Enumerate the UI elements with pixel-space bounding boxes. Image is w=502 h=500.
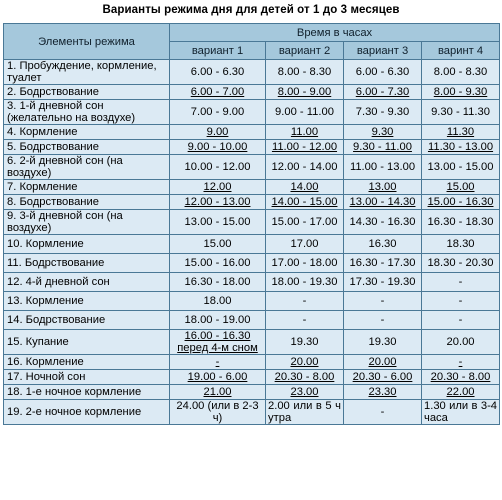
row-cell: 20.30 - 8.00 xyxy=(422,370,500,385)
row-cell: 14.30 - 16.30 xyxy=(344,210,422,235)
row-cell: 12.00 - 14.00 xyxy=(266,155,344,180)
row-element: 10. Кормление xyxy=(4,235,170,254)
row-cell: 19.00 - 6.00 xyxy=(170,370,266,385)
row-cell: 6.00 - 6.30 xyxy=(344,60,422,85)
row-cell: 23.00 xyxy=(266,385,344,400)
table-row xyxy=(4,140,500,155)
row-cell: 9.30 - 11.00 xyxy=(344,140,422,155)
row-cell: 13.00 xyxy=(344,180,422,195)
row-cell: 17.00 xyxy=(266,235,344,254)
row-element: 15. Купание xyxy=(4,330,170,355)
row-cell: 20.30 - 6.00 xyxy=(344,370,422,385)
row-cell: 13.00 - 15.00 xyxy=(170,210,266,235)
table-row xyxy=(4,273,500,292)
row-cell: - xyxy=(422,292,500,311)
row-cell: 7.30 - 9.30 xyxy=(344,100,422,125)
row-element: 4. Кормление xyxy=(4,125,170,140)
header-variant-3: вариант 3 xyxy=(344,42,422,60)
table-row xyxy=(4,195,500,210)
row-cell: 12.00 - 13.00 xyxy=(170,195,266,210)
row-element: 5. Бодрствование xyxy=(4,140,170,155)
page-title: Варианты режима дня для детей от 1 до 3 месяцев xyxy=(102,4,400,16)
row-cell: 7.00 - 9.00 xyxy=(170,100,266,125)
row-cell: 20.00 xyxy=(344,355,422,370)
row-cell: - xyxy=(170,355,266,370)
row-cell: 19.30 xyxy=(266,330,344,355)
row-cell: - xyxy=(422,273,500,292)
row-cell: 18.00 - 19.30 xyxy=(266,273,344,292)
table-row xyxy=(4,292,500,311)
row-cell: 9.00 - 11.00 xyxy=(266,100,344,125)
row-cell: - xyxy=(422,355,500,370)
row-element: 2. Бодрствование xyxy=(4,85,170,100)
row-element: 1. Пробуждение, кормление, туалет xyxy=(4,60,170,85)
row-cell: 8.00 - 9.30 xyxy=(422,85,500,100)
table-row xyxy=(4,155,500,180)
row-cell: 1.30 или в 3-4 часа xyxy=(422,400,500,425)
table-row xyxy=(4,235,500,254)
row-cell: - xyxy=(266,292,344,311)
row-cell: 15.00 - 16.30 xyxy=(422,195,500,210)
row-cell: 16.00 - 16.30 перед 4-м сном xyxy=(170,330,266,355)
table-row xyxy=(4,311,500,330)
row-element: 9. 3-й дневной сон (на воздухе) xyxy=(4,210,170,235)
row-cell: 16.30 - 18.30 xyxy=(422,210,500,235)
row-cell: 9.30 - 11.30 xyxy=(422,100,500,125)
row-cell: 11.30 - 13.00 xyxy=(422,140,500,155)
row-cell: 6.00 - 6.30 xyxy=(170,60,266,85)
row-cell: 11.00 - 13.00 xyxy=(344,155,422,180)
row-element: 17. Ночной сон xyxy=(4,370,170,385)
row-cell: 6.00 - 7.00 xyxy=(170,85,266,100)
row-cell: 15.00 xyxy=(422,180,500,195)
row-cell: 15.00 - 17.00 xyxy=(266,210,344,235)
row-cell: 14.00 xyxy=(266,180,344,195)
row-cell: 20.00 xyxy=(266,355,344,370)
row-cell: 20.00 xyxy=(422,330,500,355)
row-element: 13. Кормление xyxy=(4,292,170,311)
row-element: 12. 4-й дневной сон xyxy=(4,273,170,292)
table-row xyxy=(4,125,500,140)
row-cell: 8.00 - 8.30 xyxy=(266,60,344,85)
table-row xyxy=(4,100,500,125)
header-variant-4: варинт 4 xyxy=(422,42,500,60)
table-row xyxy=(4,60,500,85)
header-variant-2: вариант 2 xyxy=(266,42,344,60)
row-element: 7. Кормление xyxy=(4,180,170,195)
table-row xyxy=(4,330,500,355)
row-cell: 20.30 - 8.00 xyxy=(266,370,344,385)
row-cell: 21.00 xyxy=(170,385,266,400)
header-elements: Элементы режима xyxy=(4,24,170,60)
table-row xyxy=(4,355,500,370)
row-cell: 8.00 - 8.30 xyxy=(422,60,500,85)
row-element: 6. 2-й дневной сон (на воздухе) xyxy=(4,155,170,180)
row-cell: 19.30 xyxy=(344,330,422,355)
table-row xyxy=(4,85,500,100)
table-row xyxy=(4,254,500,273)
row-cell: 18.30 xyxy=(422,235,500,254)
header-variant-1: вариант 1 xyxy=(170,42,266,60)
row-cell: 15.00 - 16.00 xyxy=(170,254,266,273)
row-cell: 18.30 - 20.30 xyxy=(422,254,500,273)
table-row xyxy=(4,400,500,425)
row-cell: 6.00 - 7.30 xyxy=(344,85,422,100)
row-cell: 17.30 - 19.30 xyxy=(344,273,422,292)
row-cell: 13.00 - 14.30 xyxy=(344,195,422,210)
schedule-table xyxy=(3,23,500,425)
row-cell: 16.30 - 17.30 xyxy=(344,254,422,273)
row-cell: 11.30 xyxy=(422,125,500,140)
row-cell: 9.00 xyxy=(170,125,266,140)
row-cell: 2.00 или в 5 ч утра xyxy=(266,400,344,425)
row-cell: 12.00 xyxy=(170,180,266,195)
row-cell: 10.00 - 12.00 xyxy=(170,155,266,180)
row-cell: 16.30 - 18.00 xyxy=(170,273,266,292)
row-element: 16. Кормление xyxy=(4,355,170,370)
row-cell: 23.30 xyxy=(344,385,422,400)
row-element: 19. 2-е ночное кормление xyxy=(4,400,170,425)
table-row xyxy=(4,210,500,235)
header-time-group: Время в часах xyxy=(170,24,500,42)
row-cell: 18.00 - 19.00 xyxy=(170,311,266,330)
row-cell: 11.00 xyxy=(266,125,344,140)
row-cell: - xyxy=(422,311,500,330)
row-element: 8. Бодрствование xyxy=(4,195,170,210)
table-row xyxy=(4,370,500,385)
table-row xyxy=(4,385,500,400)
row-cell: - xyxy=(344,400,422,425)
row-cell: 8.00 - 9.00 xyxy=(266,85,344,100)
row-cell: 22.00 xyxy=(422,385,500,400)
row-cell: 11.00 - 12.00 xyxy=(266,140,344,155)
row-element: 11. Бодрствование xyxy=(4,254,170,273)
row-cell: - xyxy=(344,311,422,330)
row-cell: - xyxy=(344,292,422,311)
row-cell: - xyxy=(266,311,344,330)
row-element: 3. 1-й дневной сон (желательно на воздухе) xyxy=(4,100,170,125)
row-cell: 9.00 - 10.00 xyxy=(170,140,266,155)
row-cell: 16.30 xyxy=(344,235,422,254)
row-cell: 15.00 xyxy=(170,235,266,254)
row-cell: 9.30 xyxy=(344,125,422,140)
row-element: 14. Бодрствование xyxy=(4,311,170,330)
row-cell: 17.00 - 18.00 xyxy=(266,254,344,273)
row-cell: 13.00 - 15.00 xyxy=(422,155,500,180)
row-element: 18. 1-е ночное кормление xyxy=(4,385,170,400)
row-cell: 18.00 xyxy=(170,292,266,311)
table-row xyxy=(4,180,500,195)
row-cell: 14.00 - 15.00 xyxy=(266,195,344,210)
row-cell: 24.00 (или в 2-3 ч) xyxy=(170,400,266,425)
